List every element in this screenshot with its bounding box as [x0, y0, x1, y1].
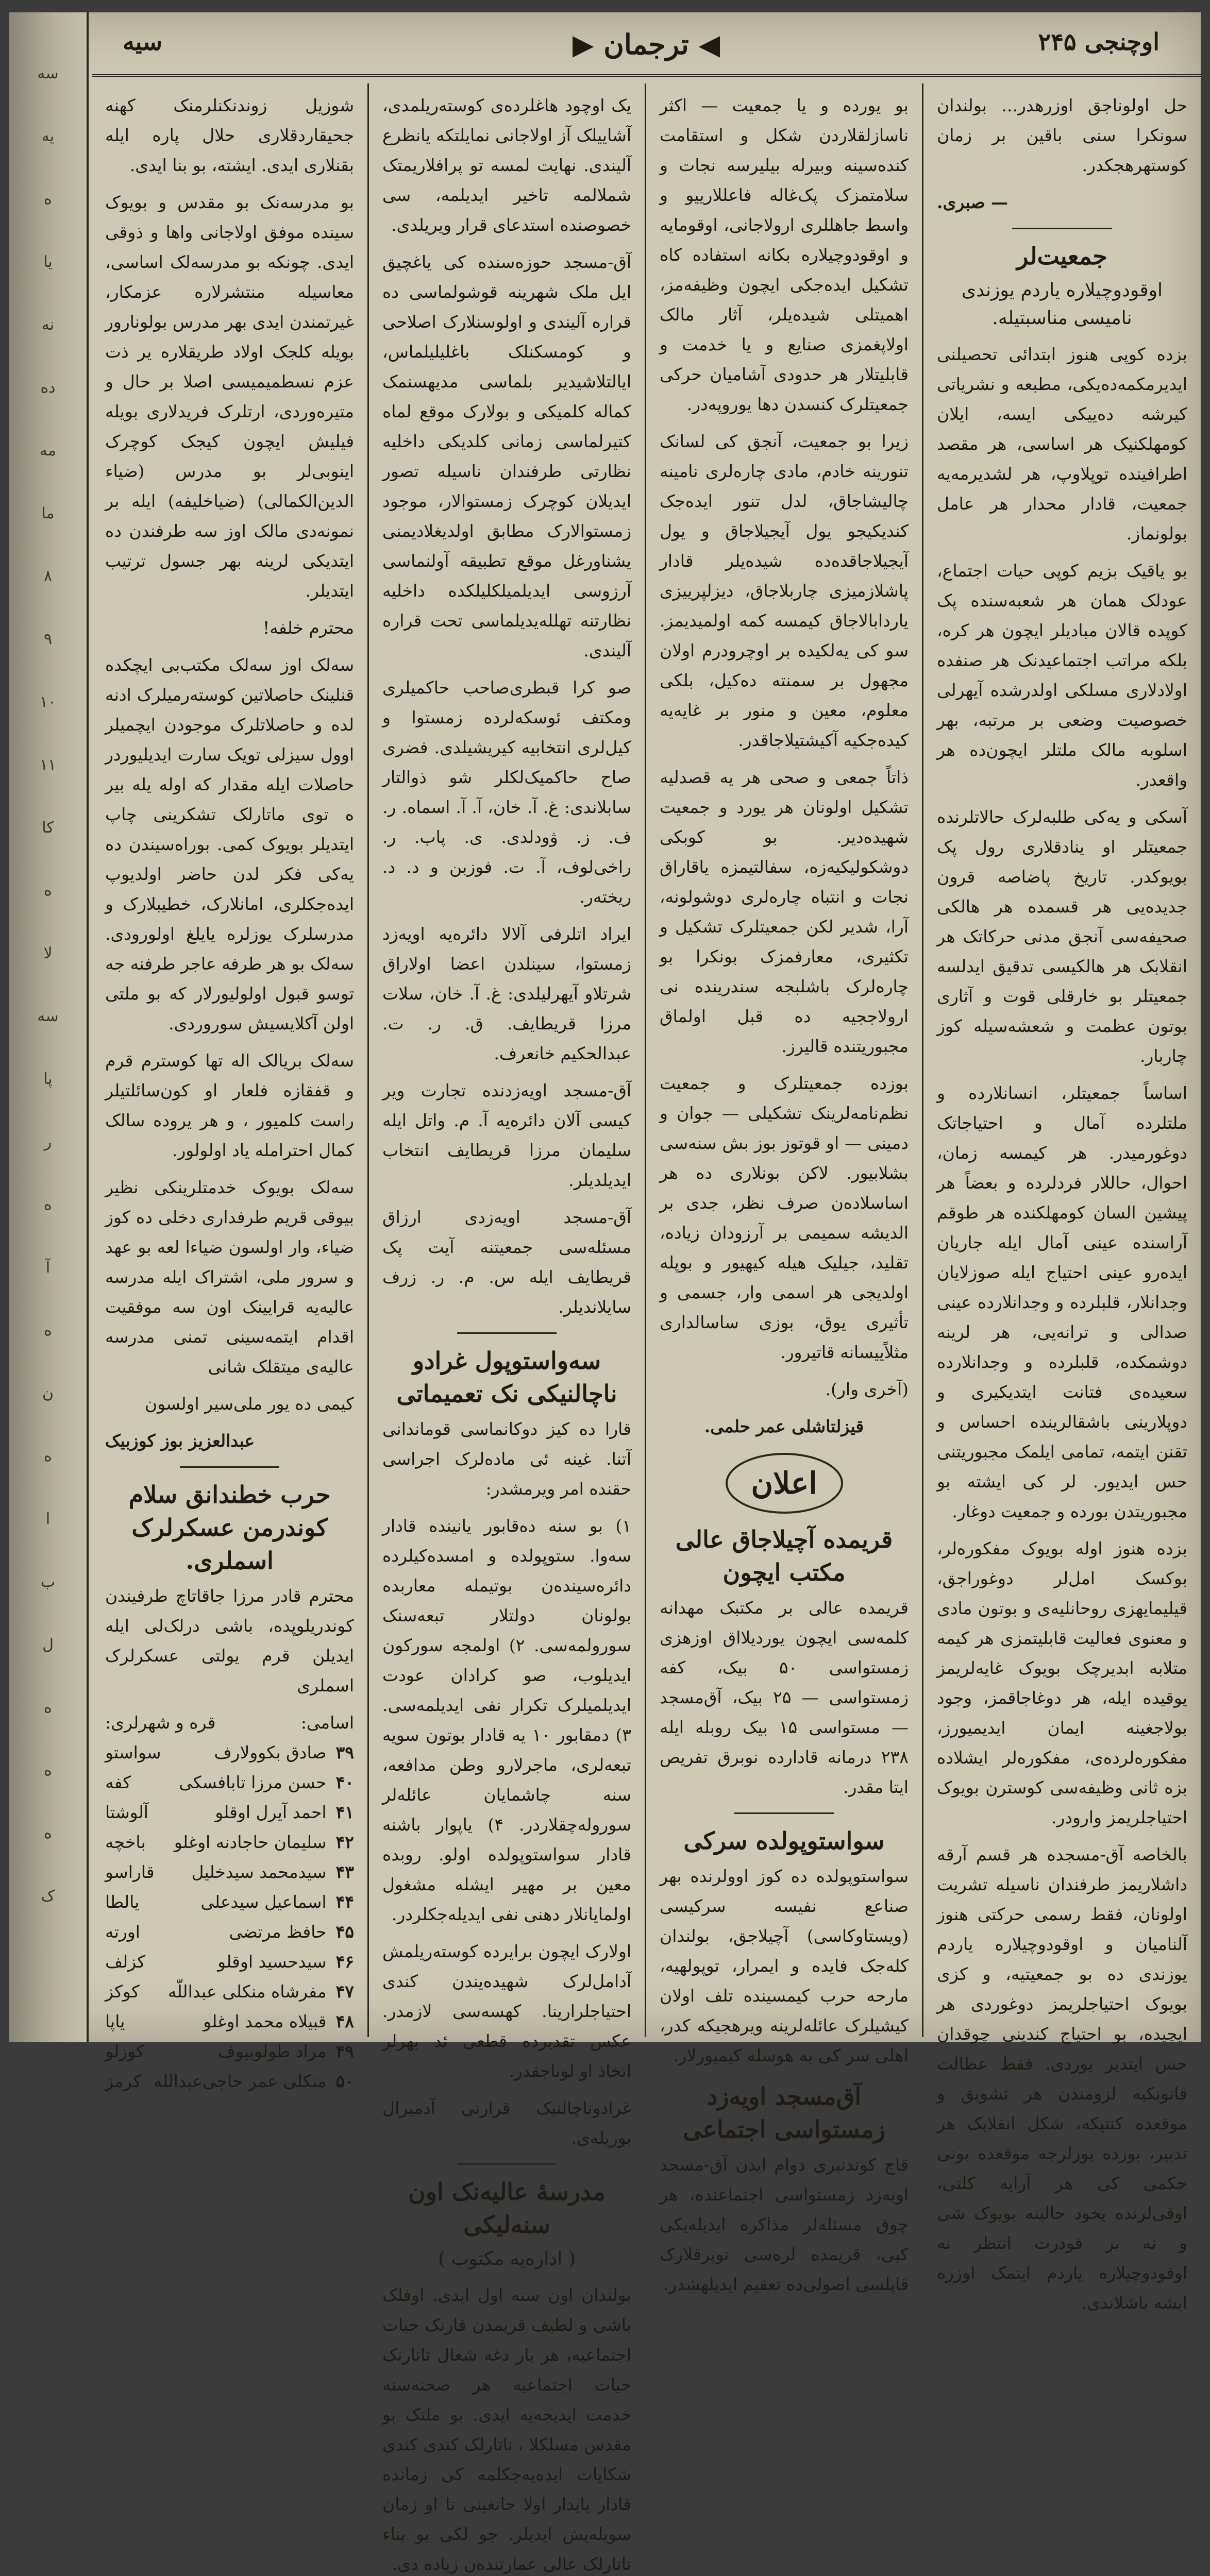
paragraph: بو مدرسه‌نک بو مقدس و بویوک سینده موفق اولاجانی واها و ذوقی ایدی. چونکه بو مدرسه‌لک اساسی، معاسیله منتشرلاره عزمکار، غیرتمندن ایدی بهر مدرس بولونارور بویله کلجک اولاد طریقلاره یر ذت عزم نسطمیمیسی اصلا بر حال و متیره‌وردی، ارتلرک فریدلاری بویله فیلیش ایچون کیجک کوچرک اینوبی‌لر بو مدرس (ضیاء الدین‌الکمالی) (ضیاخلیفه) ایله بر نمونه‌دی مالک اوز سه طرفندن ده ایتدیکی لرینه بهر جسول ترتیب ایتدیلر. [105, 192, 354, 601]
paragraph: محترم خلفه! [262, 618, 354, 638]
column-3 [369, 78, 645, 2574]
soldier-row [105, 1917, 354, 1947]
strip-line: ه [44, 1196, 52, 1214]
madrasa-anniversary-title: مدرسهٔ عالیه‌نک اون سنه‌لیکی [408, 2178, 606, 2239]
societies-article-subtitle: اوقودوچیلاره یاردم یوزندی نامیسی مناسبتیله. [961, 280, 1163, 329]
paragraph: اساساً جمعیتلر، انسانلارده و ملتلرده آمال و احتیاجاتک دوغورمیدر. هر کیمسه زمان، احوال، حاللار فردلرده و بعضاً هر پیشین السان کومهلکنده هر طوقم آراسنده عینی آمال ایله جاریان ایده‌رو عینی احتیاج ایله صوزلایان وجدانلار، قلبلرده و وجدانلارده عینی صدالی و ترانه‌یی، هر لرینه دوشمکده، قلبلرده و وجدانلارده سعیده‌ی فتانت ایتدیکیری و دوپلارینی باشقالرینده احساس و تقنن ایتمه، تمامی ایلمک مجبوریتنی حس ایدیور. لر کی ایشته بو مجبوریتدن بورده و جمعیت دوغار. [937, 1083, 1187, 1521]
paragraph: شوزیل زوندنکنلرمنک کهنه جحیقاردقلاری حلال پاره ایله بقنلاری ایدی. ایشته، بو بنا ایدی. [105, 95, 354, 175]
strip-line: ر [44, 1133, 52, 1151]
list-header-places: قره و شهرلری: [105, 1713, 216, 1733]
soldier-name: سلیمان حاجادنه اوغلو [174, 1832, 327, 1852]
soldier-name: صادق بکوولارف [214, 1742, 327, 1762]
paragraph: آق-مسجد اویه‌زدنده تجارت ویر کیسی آلان دائره‌یه آ. م. واتل ایله سلیمان مرزا قریطایف انتخاب ایدیلدیلر. [382, 1080, 631, 1190]
soldier-name: مراد طولوبیوف [217, 2041, 327, 2061]
soldier-number: ۴۰ [335, 1772, 354, 1792]
soldier-name: قبیلاه محمد اوغلو [203, 2011, 327, 2031]
paragraph: آسکی و یه‌کی طلبه‌لرک حالاتلرنده جمعیتلر او ینادقلاری رول پک بویوکدر. تاریخ پاضاصه قرون جدیده‌یی هر قسمده هر هالکی صحیفه‌سی آنجق مدنی حرکاتک هر انقلابک هر هالکیسی تدقیق ایدلسه جمعیتلر بو خارقلی قوت و آثاری بوتون عظمت و شعشه‌سیله کوز چاربار. [937, 807, 1187, 1066]
strip-line: ه [44, 1447, 52, 1465]
soldier-place: کوکز [105, 1981, 140, 2002]
strip-line: سه [37, 1007, 59, 1025]
strip-line: سه [37, 64, 59, 82]
divider [457, 1332, 557, 1334]
soldier-row [105, 1738, 354, 1768]
paragraph: اولارک ایچون برایرده کوسته‌ریلمش آدامل‌لرک شهیده‌یندن کندی احتیاجلرارینا. کهسه‌سی لازمدر. عکس تقدیرده قطعی ئد بهرلر اتخاذ او لونا‌جقدر. [382, 1941, 631, 2081]
strip-text [9, 12, 87, 1911]
divider [457, 2163, 557, 2165]
strip-line: ۹ [43, 630, 53, 648]
column-4-signature: عبدالعزیز بوز کوزبیک [105, 1431, 255, 1451]
strip-line: ه [44, 1321, 52, 1340]
strip-line: ن [42, 1384, 54, 1402]
paragraph: ذاتاً جمعی و صحی هر یه قصدلیه تشکیل اولونان هر یورد و جمعیت شهیده‌دیر. بو کوبکی دوشکولیکیه‌زه، سفالتیمزه یاقاراق نجات و انتباه چاره‌لری دوشولونه، آرا، شدیر لکن جمعیتلرک تشکیل و تکثیری، معارفمزک بونکرا بو چاره‌لرک باشلبجه سندرینده نی ارولاججیه ده قبل اولماق مجبوریتنده قالیرز. [660, 767, 909, 1056]
strip-line: پا [43, 1070, 53, 1088]
soldier-place: باخچه [105, 1832, 146, 1852]
societies-article-title: جمعیت‌لر [1017, 242, 1107, 270]
list-header-names: اسامی: [300, 1713, 354, 1733]
sevastopol-exhibition-title: سواستوپولده سرکی [683, 1827, 885, 1855]
crimea-school-text: قریمده عالی بر مکتبک مهدانه کلمه‌سی ایچون یوردیلااق اوزهزی زمستواسی ۵۰ بیک، کفه زمستواسی — ۲۵ بیک، آق‌مسجد — مستواسی ۱۵ بیک روبله ایله ۲۳۸ درمانه قادارده نوبرق تفریص ایتا مقدر. [660, 1598, 909, 1797]
soldier-name: سید‌محمد سید‌خلیل [191, 1862, 327, 1882]
newspaper-page [9, 12, 1201, 2574]
paragraph: بوزده جمعیتلرک و جمعیت نظم‌نامه‌لرینک تشکیلی — جوان و دمینی — او قوتوز بوز بش سنه‌سی بشلابیور. لاکن بونلاری ده هر اساسلاده‌ن صرف نظر، جدی بر الدیشه سمیمی بر آرزودان زیاده، تقلید، جیلیک هیله کیهیور و بوپله اولدیجی هر اسمی وار، جسمی و تأثیری یوق، بوزی ساسالداری مثلاً‌ییسانه قاتیرور. [660, 1073, 909, 1362]
soldier-row [105, 2007, 354, 2037]
soldier-number: ۴۸ [335, 2011, 354, 2031]
paragraph: بو یورده و یا جمعیت — اکثر ناسازلقلاردن شکل و استقامت کنده‌سینه وبیرله بیلیرسه نجات و سلامتمزک پک‌غاله فاعللارییو و واسط جاهللری ارولاجانی، اوقومایه و اوقودوچیلاره بکانه استفاده کاه تشکیل ایده‌جکی ایچون وظیفه‌مز، اهمیتلی شیده‌یلر، آثار مالک اولاپغمزی صنایع و یا خدمت و قابلیتلار هر حدودی آشامیان حرکی جمعیتلرک کنسدن دها یوروپه‌در. [660, 95, 909, 414]
soldier-place: آلوشتا [105, 1802, 148, 1822]
strip-line: کا [42, 819, 54, 837]
divider [180, 1466, 279, 1468]
column-4-paragraphs [105, 91, 354, 1419]
masthead-ornament-left: ◀ [698, 28, 720, 61]
divider [1012, 228, 1112, 229]
paragraph: بو یاقیک بزیم کوپی حیات اجتماع، عودلک همان هر شعبه‌سنده پک کوپده قالان مبادیلر ایچون هر کره، بلکه مراتب اجتماعیدنک هر صنفده اولادلاری مسلکی اولدرشده آیهرلی خصوصیت وضعی بر مرتبه، بهر اسلوبه مالک ملتلر ایچون‌ده هر واقعدر. [937, 561, 1187, 790]
paragraph: آق-مسجد اویه‌زدی ارزاق مسئله‌سی جمعیتنه آیت پک قریطایف ایله س. م. ر. زرف سایلاندیلر. [382, 1207, 631, 1317]
column-2-paragraphs [660, 91, 909, 1404]
war-greetings-title: حرب خطندانق سلام کوندرمن عسکر‌لرک اسملری. [128, 1481, 331, 1574]
column-2 [646, 78, 922, 2294]
soldier-place: یاپا [105, 2011, 125, 2031]
strip-line: ا [45, 1510, 51, 1528]
page-corner-text: سيه [123, 28, 163, 56]
soldier-list [105, 1708, 354, 2096]
column-1-intro: حل اولوناجق اوزرهدر... بولندان سونکرا سنی باقین بر زمان کوستهرهجکدر. [937, 95, 1187, 175]
strip-line: ب [40, 1573, 56, 1591]
soldier-number: ۵۰ [335, 2071, 354, 2091]
soldier-place: کرمز [105, 2071, 141, 2091]
columns [92, 78, 1201, 2574]
soldier-row [105, 2037, 354, 2066]
paragraph: (آخری وار). [825, 1379, 909, 1399]
page-number: اوچنجی ۲۴۵ [1038, 28, 1159, 56]
divider [734, 1812, 834, 1814]
governor-orders-items [382, 1511, 631, 2153]
strip-line: ۱۰ [39, 693, 57, 711]
soldier-place: یالطا [105, 1892, 140, 1912]
soldier-place: سواستو [105, 1742, 161, 1762]
paragraph: بزده کوپی هنوز ابتدائی تحصیلنی ایدیرمکمه‌ده‌یکی، مطبعه و نشریاتی کیرشه ده‌ییکی ایسه، ایلان کومهلکنیک هر اساسی، هر مقصد اطرافینده توپلاوپ، هر لشدیرمه‌یه جمعیت، قادار محدار هر عامل بولونماز. [937, 344, 1187, 544]
strip-line: ۸ [43, 567, 53, 585]
strip-line: ه [44, 1824, 52, 1842]
strip-line: ل [42, 1636, 54, 1654]
soldier-row [105, 1798, 354, 1827]
paragraph: کیمی ده یور ملی‌سیر اولسون [144, 1394, 354, 1414]
soldier-name: اسماعیل سیدعلی [200, 1892, 327, 1912]
soldier-number: ۴۷ [335, 1981, 354, 2002]
zemstvo-meeting-title: آق‌مسجد اویه‌زد زمستواسی اجتماعی [683, 2082, 885, 2143]
paragraph: زیرا بو جمعیت، آنجق کی لسانک تنورینه خادم، مادی چاره‌لری نامینه چالیشاجاق، لدل تنور ایده‌جک کندیکیجو یول آیجیلاجاق و یول آیجیلاجاقده‌ده شیده‌یلر قادار پاشلازمیزی چاربلاجاق، دیزلپرییزی یاردابالاجاق کیمسه کمه اولمیدیمز. سو کی یه‌لکیده بر اوچرودرم اولان مجهول بر سمنته ده‌کیل، بلکی معلوم، معین و منور بر غایه‌یه کیده‌جکیه آکیشتیلاجاقدر. [660, 431, 909, 750]
strip-line: ه [44, 1699, 52, 1717]
strip-line: ۱۱ [39, 756, 57, 774]
soldier-row [105, 1887, 354, 1917]
soldier-number: ۴۹ [335, 2041, 354, 2061]
masthead [573, 28, 720, 61]
column-2-signature: قیزلتاشلی عمر حلمی. [704, 1416, 864, 1436]
madrasa-anniversary-subtitle: ( اداره‌یه مکتوب ) [438, 2248, 576, 2269]
strip-line: یه [41, 127, 55, 145]
column-1-paragraphs [937, 340, 1187, 2318]
soldier-place: کفه [105, 1772, 131, 1792]
newspaper-name: ترجمان [603, 28, 689, 61]
strip-line: آ [45, 1259, 51, 1277]
strip-line: یا [43, 253, 53, 271]
strip-line: ک [41, 1887, 55, 1905]
strip-line: نه [41, 316, 55, 334]
soldier-place: اورته [105, 1922, 140, 1942]
soldier-number: ۴۶ [335, 1952, 354, 1972]
soldier-place: کزلف [105, 1952, 146, 1972]
paragraph: بزده هنوز اوله بویوک مفکوره‌لر، بوکسک امل‌لر دوغوراجق، قیلیمایهزی روحانلیه‌ی و بوتون مادی و معنوی فعالیت قابلیتمزی هر کیمه متلابه ابدیرچک بویوک غایه‌لریمز یوقیده ایله، هر دوغاجاقمز، وجود بولاجغینه ایمان ایدیمیورز، مفکوره‌لر‌ده‌ی، مفکوره‌لر ایشلاده بزه ثانی وظیفه‌سی کوسترن بویوک احتیاجلریمز وارودر. [937, 1538, 1187, 1827]
column-1 [923, 78, 1201, 2313]
soldier-place: قاراسو [105, 1862, 155, 1882]
strip-line: مه [39, 442, 57, 460]
governor-orders-intro: قارا ده کیز دوکانماسی قوماندانی آتنا. غینه ئی ماده‌لرک اجراسی حقنده امر ویرمشدر: [382, 1419, 631, 1499]
soldier-number: ۴۵ [335, 1922, 354, 1942]
crimea-school-title: قریمده آچیلاجاق عالی مکتب ایچون [675, 1526, 893, 1586]
soldier-row [105, 1768, 354, 1798]
column-4 [92, 78, 367, 2091]
madrasa-anniversary-text: بولندان اون سنه اول ایدی. اوفلک باشی و لطیف قریمدن قارنک حیات اجتماعیه، هر بار دغه شعال تاتارنک حیات اجتماعیه هر صحنه‌سنه خدمت ایدیجه‌یه ایدی. بو ملتک بو مقدس مسلکلا ، تاتارلک کندی کندی شکایات ایده‌یه‌جکلمه کی زمانده قادار یایدار اولا جانغینی تا او زمان سویله‌یش ایدیلر. جو لکی بو بناء تاتارلک عالی عمارتنده‌ن زیاده دی. [382, 2285, 631, 2574]
paragraph: غرادونا‌چالنیک قرارنی آدمیرال بوریله‌ی. [382, 2098, 631, 2148]
paragraph: سه‌لک بویوک خدمتلرینکی نظیر بیوقی قریم طرفداری دخلی ده کوز ضیاء‌، وار اولسون ضیاءا لعه بو عهد و سرور ملی، اشتراک ایله مدرسه عالیه‌یه قرایینک اون سه موفقیت اقدام ایتمه‌سینی تمنی مدرسه عالیه‌ی میتقلک شانی [105, 1177, 354, 1377]
soldier-number: ۴۳ [335, 1862, 354, 1882]
column-1-intro-signature: — صبری. [937, 192, 1008, 212]
soldier-row [105, 1827, 354, 1857]
strip-line: لا [43, 944, 53, 962]
paragraph: بالخاصه آق-مسجده هر قسم آرقه داشلاریمز طرفندان ناسیله تشریت اولونان، فقط رسمی حرکتی هنوز آلنامیان و اوقودوچیلاره یاردم یوزندی ده بو جمعیتیه، و کزی بویوک احتیاجلریمز دوغوردی هر ایچیده، بو احتیاج کندینی چوقدان حس ایتدیر یوردی. فقط عطالت قانونکیه لزومندن هر تشویق و موقعده کنتیکه، شکل انقلابک هر تدبیر، بوزده یوزلرجه موقعده بونی حکمی کی هر آرایه کلتی، اوقی‌لرنده ‌یخود حالینه بویوک شی و نه بر قودرت انتظر نه اوقودوچیلاره یاردم ایتمک اوزره ایشه باشلاندی. [937, 1844, 1187, 2313]
strip-line: ه [44, 1761, 52, 1780]
strip-line: ما [41, 504, 55, 522]
masthead-ornament-right: ▶ [572, 28, 594, 61]
soldier-row [105, 1947, 354, 1977]
soldier-number: ۳۹ [335, 1742, 354, 1762]
strip-line: ه [44, 190, 52, 208]
war-greetings-intro: محترم قادر مرزا جاقاتاچ طرفیندن کوندر‌یلوپده، باشی درلک‌لی ایله ایدیلن قرم یولتی عسکر‌لرک اسملری [105, 1586, 354, 1696]
soldier-name: حسن مرزا تابافسکی [179, 1772, 327, 1792]
paragraph: صو کرا قبطری‌صاحب حاکمیلری ومکتف ئوسکه‌لرده زمستوا و کیل‌لری انتخابیه کیریشیلدی. فضری صاح حاکمیک‌لکلر شو ذوالتار سابلاندی: غ. آ. خان، آ. آ. اسماه. ر. ف. ز. ۋودلدى. ی. پاب. ر. راخی‌لوف، آ. ت. فوزبن و د. د. ریخته‌ر. [382, 677, 631, 907]
soldier-number: ۴۱ [335, 1802, 354, 1822]
soldier-number: ۴۴ [335, 1892, 354, 1912]
page-header [92, 12, 1201, 77]
soldier-row [105, 2066, 354, 2096]
soldier-name: حافظ مرتضی [229, 1922, 327, 1942]
paragraph: یک اوچود هاغلرده‌ی کوسته‌ریلمدی، آشا‌ییلک آز اولاجانی نمایلتکه یانظرع آلیندی. نهایت لمسه تو پرافلاریمتک شملالمه تاخیر ایدیلمه، سی خصوصنده استدعا‌ی قرار ویریلدی. [382, 95, 631, 235]
strip-line: ه [44, 882, 52, 900]
soldier-row [105, 1857, 354, 1887]
column-3-paragraphs [382, 91, 631, 1322]
paragraph: ۱) بو سنه ده‌قابور یانینده قادار سه‌وا. ستوپولده و امسده‌کیلرده دائره‌سینده‌ن بوتیمله معاربده بولونان دولتلار تبعه‌سنک سورولمه‌سی. ۲) اولمجه سورکون ایدیلوب، صو کرادان عودت ایدیلمیلرک تکرار نفی ایدیلمه‌سی. ۳) دمقابور ۱۰ یه قادار بوتون سویه تبعه‌لری، ماجرلارو وطن مدافعه، سنه چاشمایان عائله‌لر سوروله‌چقلاردر. ۴) یاپوار باشنه قادار سواستوپولده اولو. روبده معین بر مهیر ایشله مشغول اولمایانلار دهنی نفی ایدیله‌جکلردر. [382, 1516, 632, 1924]
paragraph: ایراد اتلرفی آلالا دائره‌یه اویه‌زد زمستوا، سینلدن اعضا اولاراق شرتلاو آیهرلیلدی: غ. آ. خان، سلات مرزا قریطایف. ق. ر. ت. عبدالحکیم خانعرف. [382, 924, 631, 1063]
soldier-row [105, 1977, 354, 2007]
paragraph: آق-مسجد حوزه‌سنده کی یاغچیق ایل ملک شهرینه قوشولماسی ده قراره آلیندی و اولوسنلارک اصلاحی و کومسکنلک باغلیلیلماس، ایالتلاشیدیر بلماسی مدیهسنمک کماله کلمیکی و بولارک موقع لماه کتیرلماسی زمانی کلدیکی داخلیه نظارتی طرفندان ناسیله تصور ایدیلان کوچرک زمستوالار، موجود زمستوالارک مطابق اولدیغلادیمنی یشناورغل موقع تطبیقه آولنماسی آرزوسی ایدیلمیلکلیلکده داخلیه نظارتنه تهلله‌یدیلماسی تحت قراره آلیندی. [382, 252, 631, 660]
soldier-name: احمد آیرل اوقلو [215, 1802, 327, 1822]
soldier-number: ۴۲ [335, 1832, 354, 1852]
paragraph: سه‌لک بریالک اله تها کوسترم قرم و قفقازه فلعار او کون‌سائلتیلر راست کلمیور ، و هر یروده سالک کمال احترامله یاد اولولور. [105, 1050, 354, 1160]
governor-orders-title: سه‌واستوپول غرادو ناچالنیکی نک تعمیماتی [396, 1347, 617, 1408]
paragraph: سه‌لک اوز سه‌لک مکتب‌بی ایچکده قنلینک حاصلاتین کوسته‌رمیلرک ادنه لده و حاصلاتلرک موجودن ایچمیلر اوول سیزلی تویک سارت ایدیلیوردر حاصلات ایله مقدار که اوله یله بیر ه توی ماتارلک تشکرینی چاپ ایتدیلر بویوک کمی. بوراه‌سیندن ده یه‌کی فکر لدن حاضر اولدیوپ ایده‌جکلری، امانلارک، خطیبلارک و مدرسلرک یوزلره یایلغ اولورودی. سه‌لک بو هر طرفه عاجر طرفنه جه توسو قبول اولولیورلار که بو ملتی اولن آکلایسیش سوروردی. [105, 655, 354, 1033]
sevastopol-exhibition-text: سواستوپولده ده کوز اوولرنده بهر صناعع نفیسه سرکیسی (ویستاوکاسی) آچیلاجق، بولندان کله‌جک فایده و ایمرار، توپولهیه، مارحه حرب کیمسینده تلف اولان کیشیلرک عائله‌لرینه ویرهجیکه کدر، اهلی سر کی به هوسله کیمیورلار. [660, 1866, 909, 2065]
soldier-list-header [105, 1708, 354, 1738]
soldier-place: کوزلو [105, 2041, 144, 2061]
soldier-name: مفرشاه منکلی عبداللّه [167, 1981, 327, 2002]
announcement-ornament-text: اعلان [751, 1466, 817, 1501]
soldier-name: سید‌حسید اوقلو [217, 1952, 327, 1972]
soldier-name: منکلی عمر حاجی‌عبدالله [154, 2071, 327, 2091]
announcement-ornament [726, 1453, 843, 1514]
zemstvo-meeting-text: قاچ کوندنبری دوام ایدن آق-مسجد اویه‌زد زمستواسی اجتماعنده، هر چوق مسئله‌لر مذاکره ایدیله‌یکی کبی، قریمده لره‌سی توپرقلارک قاپلسی اصولی‌ده تعقیم ایدیلهشدر. [660, 2155, 909, 2294]
adjacent-page-strip [9, 12, 89, 2042]
strip-line: ده [40, 379, 56, 397]
